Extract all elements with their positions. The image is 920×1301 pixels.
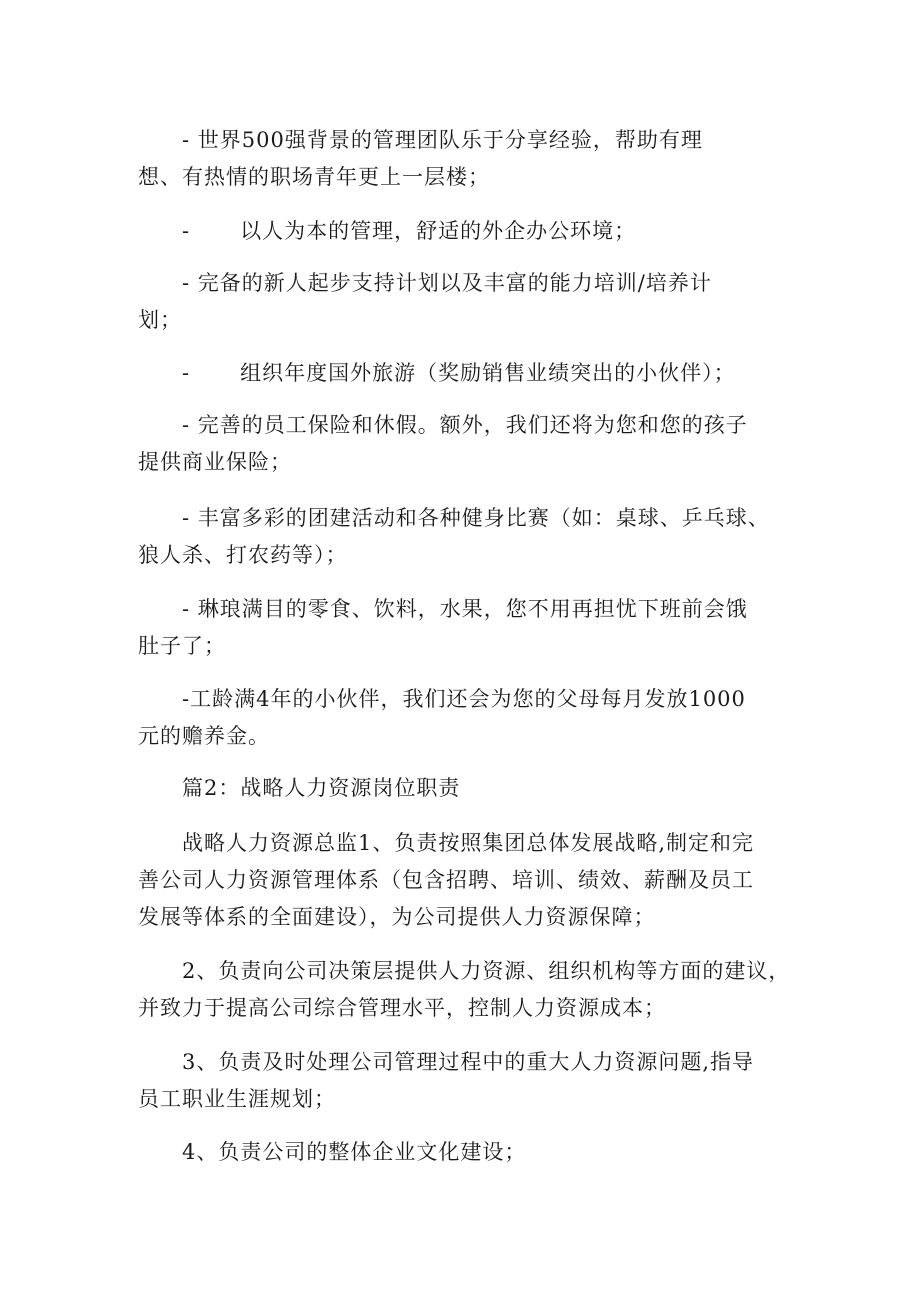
benefit-line: 肚子了； (138, 634, 226, 658)
benefit-item (138, 591, 798, 665)
duty-line: 发展等体系的全面建设），为公司提供人力资源保障； (138, 905, 656, 929)
benefit-line: - 完备的新人起步支持计划以及丰富的能力培训/培养计 (182, 271, 712, 295)
benefit-line: - 丰富多彩的团建活动和各种健身比赛（如：桌球、乒乓球、 (182, 506, 770, 530)
benefit-line: 想、有热情的职场青年更上一层楼； (138, 165, 490, 189)
duty-item (138, 825, 798, 936)
benefit-item (138, 355, 798, 392)
section-heading-text: 篇2：战略人力资源岗位职责 (182, 776, 461, 800)
duty-item (138, 953, 798, 1027)
benefit-line: 狼人杀、打农药等）； (138, 543, 348, 567)
benefit-line: 元的赡养金。 (138, 724, 270, 748)
benefit-line: - 琳琅满目的零食、饮料，水果，您不用再担忧下班前会饿 (182, 597, 748, 621)
benefit-item (138, 122, 798, 196)
benefit-line: 提供商业保险； (138, 450, 292, 474)
duty-item (138, 1134, 798, 1171)
benefit-item (138, 500, 798, 574)
duty-item (138, 1044, 798, 1118)
benefit-line: -工龄满4年的小伙伴，我们还会为您的父母每月发放1000 (182, 687, 746, 711)
duty-line: 并致力于提高公司综合管理水平，控制人力资源成本； (138, 996, 666, 1020)
benefit-item (138, 265, 798, 339)
benefit-dash: - (182, 361, 191, 385)
benefit-text: 以人为本的管理，舒适的外企办公环境； (240, 219, 637, 243)
duty-line: 员工职业生涯规划； (138, 1087, 336, 1111)
duty-line: 4、负责公司的整体企业文化建设； (182, 1140, 527, 1164)
benefit-item (138, 213, 798, 250)
benefit-item (138, 681, 798, 755)
benefit-line: - 完善的员工保险和休假。额外，我们还将为您和您的孩子 (182, 413, 748, 437)
duty-line: 善公司人力资源管理体系（包含招聘、培训、绩效、薪酬及员工 (138, 868, 754, 892)
duty-line: 3、负责及时处理公司管理过程中的重大人力资源问题,指导 (182, 1050, 755, 1074)
benefit-dash: - (182, 219, 191, 243)
benefit-line: 划； (138, 308, 182, 332)
duty-line: 2、负责向公司决策层提供人力资源、组织机构等方面的建议， (182, 959, 791, 983)
benefit-line: - 世界500强背景的管理团队乐于分享经验，帮助有理 (182, 128, 703, 152)
benefit-text: 组织年度国外旅游（奖励销售业绩突出的小伙伴）； (240, 361, 736, 385)
duty-line: 战略人力资源总监1、负责按照集团总体发展战略,制定和完 (182, 831, 755, 855)
section-heading (138, 770, 798, 807)
benefit-item (138, 407, 798, 481)
